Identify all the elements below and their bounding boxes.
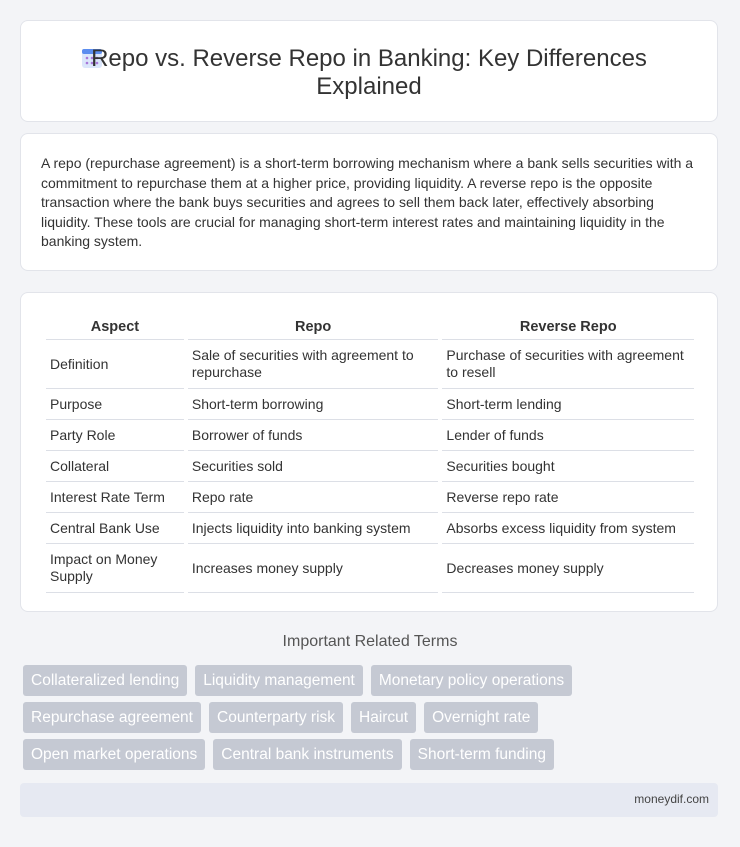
tag-row [23, 665, 723, 696]
table-row [46, 389, 694, 420]
table-row [46, 544, 694, 593]
related-term-tag[interactable]: Repurchase agreement [23, 702, 201, 733]
tag-row [23, 739, 723, 770]
column-header-aspect: Aspect [46, 315, 184, 340]
related-term-tag[interactable]: Open market operations [23, 739, 205, 770]
table-cell: Purchase of securities with agreement to resell [442, 340, 694, 389]
comparison-table [42, 315, 698, 593]
related-term-tag[interactable]: Collateralized lending [23, 665, 187, 696]
table-row [46, 451, 694, 482]
table-row [46, 420, 694, 451]
table-cell: Party Role [46, 420, 184, 451]
table-cell: Reverse repo rate [442, 482, 694, 513]
related-term-tag[interactable]: Haircut [351, 702, 416, 733]
table-cell: Securities bought [442, 451, 694, 482]
column-header-repo: Repo [188, 315, 439, 340]
table-cell: Collateral [46, 451, 184, 482]
description-text: A repo (repurchase agreement) is a short-term borrowing mechanism where a bank sells securities with a commitment to repurchase them at a higher price, providing liquidity. A reverse repo is the opposite transaction where the bank buys securities and agrees to sell them back later, effectively absorbing liquidity. These tools are crucial for managing short-term interest rates and maintaining liquidity in the banking system. [41, 155, 694, 249]
table-cell: Interest Rate Term [46, 482, 184, 513]
page-title [21, 45, 717, 101]
related-term-tag[interactable]: Counterparty risk [209, 702, 343, 733]
table-cell: Decreases money supply [442, 544, 694, 593]
table-cell: Securities sold [188, 451, 439, 482]
table-header-row [46, 315, 694, 340]
page-title-line-2: Explained [316, 73, 422, 100]
page-title-line-1: Repo vs. Reverse Repo in Banking: Key Differences [91, 45, 647, 72]
footer-site-link[interactable]: moneydif.com [634, 792, 709, 806]
related-terms-list [23, 665, 723, 776]
table-cell: Repo rate [188, 482, 439, 513]
title-card [20, 20, 718, 122]
related-term-tag[interactable]: Monetary policy operations [371, 665, 572, 696]
related-term-tag[interactable]: Short-term funding [410, 739, 554, 770]
column-header-reverse-repo: Reverse Repo [442, 315, 694, 340]
related-terms-title: Important Related Terms [282, 633, 458, 650]
table-cell: Sale of securities with agreement to repurchase [188, 340, 439, 389]
table-cell: Short-term borrowing [188, 389, 439, 420]
table-cell: Lender of funds [442, 420, 694, 451]
table-cell: Increases money supply [188, 544, 439, 593]
footer-bar [20, 783, 718, 817]
table-cell: Borrower of funds [188, 420, 439, 451]
table-row [46, 340, 694, 389]
table-cell: Absorbs excess liquidity from system [442, 513, 694, 544]
table-row [46, 482, 694, 513]
table-cell: Central Bank Use [46, 513, 184, 544]
table-cell: Impact on Money Supply [46, 544, 184, 593]
table-cell: Short-term lending [442, 389, 694, 420]
description-card [20, 133, 718, 271]
table-cell: Purpose [46, 389, 184, 420]
tag-row [23, 702, 723, 733]
related-term-tag[interactable]: Liquidity management [195, 665, 363, 696]
related-term-tag[interactable]: Central bank instruments [213, 739, 401, 770]
comparison-table-card [20, 292, 718, 612]
table-row [46, 513, 694, 544]
table-cell: Injects liquidity into banking system [188, 513, 439, 544]
table-cell: Definition [46, 340, 184, 389]
related-term-tag[interactable]: Overnight rate [424, 702, 538, 733]
